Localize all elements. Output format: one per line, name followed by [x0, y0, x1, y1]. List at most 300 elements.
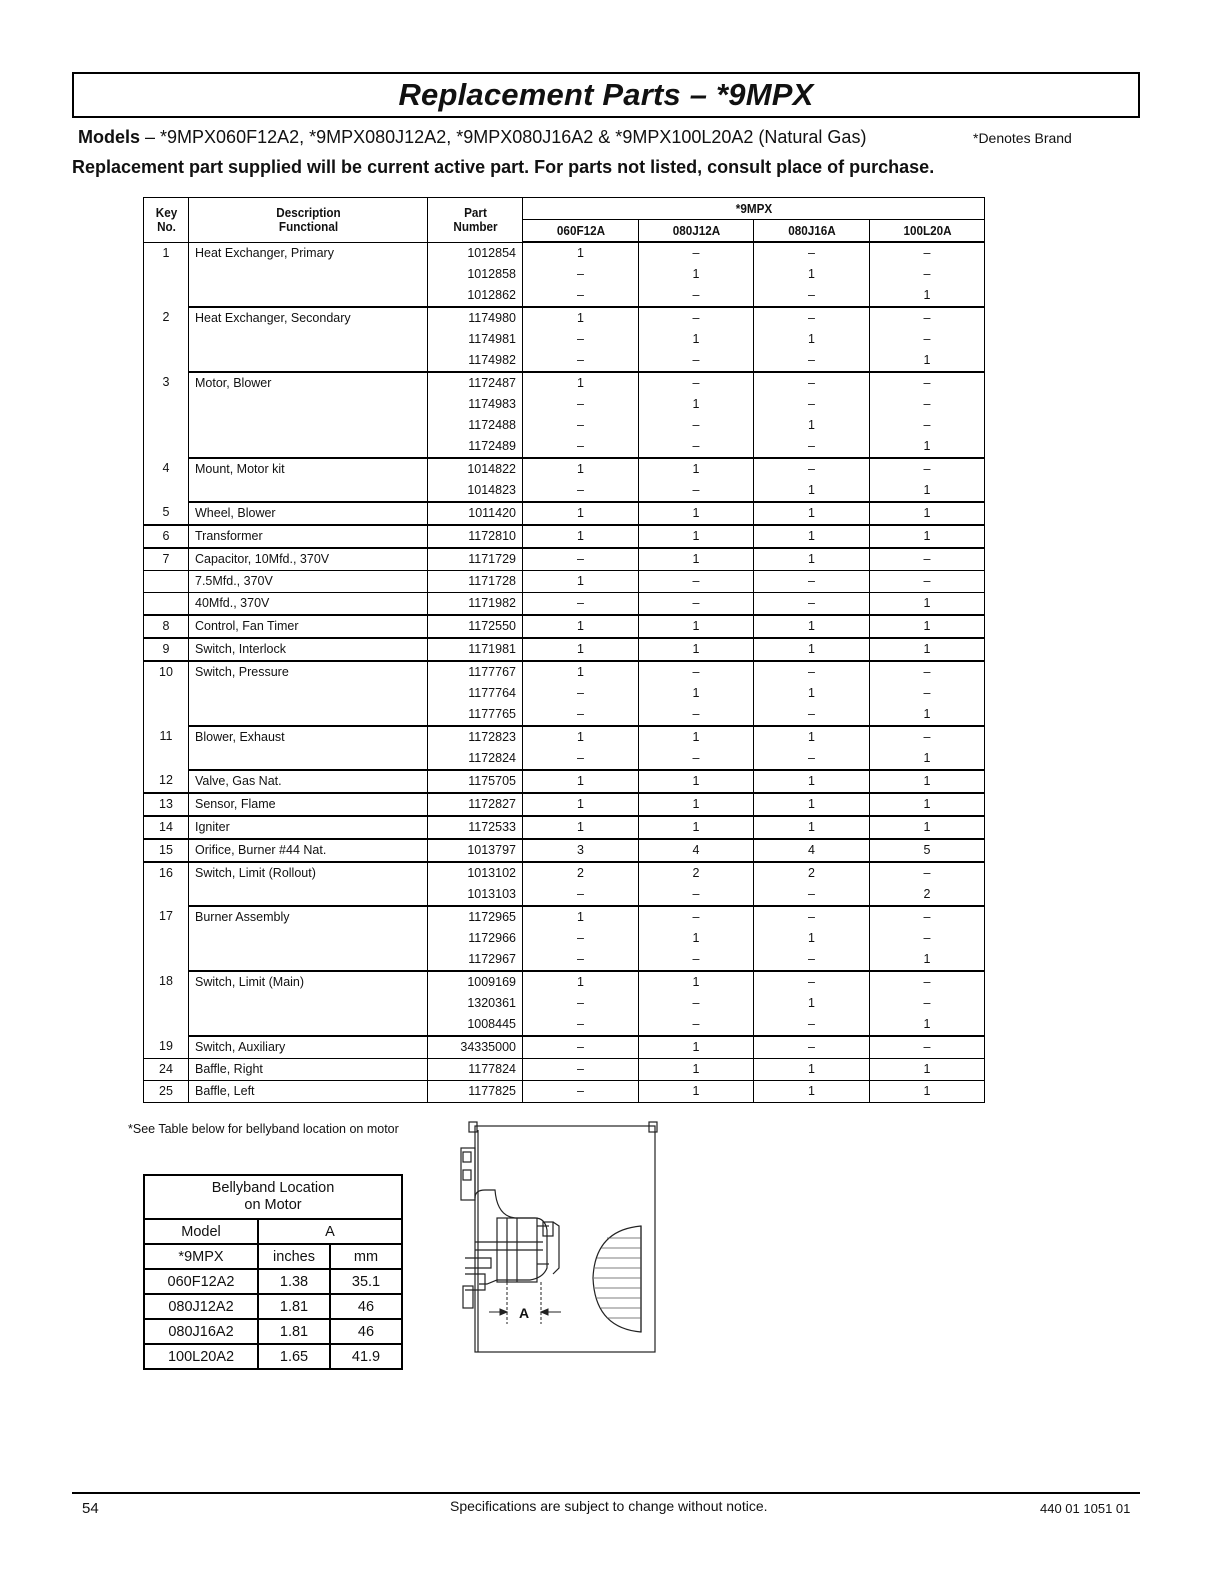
quantity-cell: 1: [870, 615, 985, 638]
quantity-cell: –: [754, 307, 870, 329]
part-number: 1177765: [428, 704, 523, 726]
key-number: 11: [144, 726, 189, 770]
table-row: [144, 307, 985, 329]
quantity-cell: 1: [523, 816, 639, 839]
table-row: [144, 525, 985, 548]
part-number: 1008445: [428, 1014, 523, 1036]
bellyband-model: 100L20A2: [144, 1344, 258, 1369]
table-row: [144, 480, 985, 502]
quantity-cell: –: [523, 394, 639, 415]
quantity-cell: –: [523, 949, 639, 971]
key-number: 13: [144, 793, 189, 816]
table-row: [144, 638, 985, 661]
title-box: [72, 72, 1140, 118]
quantity-cell: –: [870, 971, 985, 993]
part-description: Valve, Gas Nat.: [189, 770, 428, 793]
part-number: 1009169: [428, 971, 523, 993]
part-number: 1174981: [428, 329, 523, 350]
key-number: [144, 593, 189, 616]
quantity-cell: 1: [754, 525, 870, 548]
quantity-cell: 1: [523, 525, 639, 548]
part-group: [144, 372, 985, 458]
part-description: Wheel, Blower: [189, 502, 428, 525]
quantity-cell: 1: [639, 458, 754, 480]
part-group: [144, 862, 985, 906]
key-number: 17: [144, 906, 189, 971]
bellyband-mm: 35.1: [330, 1269, 402, 1294]
key-number: 6: [144, 525, 189, 548]
part-description: [189, 394, 428, 415]
bellyband-mm: 46: [330, 1319, 402, 1344]
table-row: [144, 949, 985, 971]
table-row: [144, 748, 985, 770]
quantity-cell: 1: [754, 1081, 870, 1103]
key-number: 7: [144, 548, 189, 571]
part-group: [144, 458, 985, 502]
part-description: Capacitor, 10Mfd., 370V: [189, 548, 428, 571]
table-row: [144, 726, 985, 748]
bellyband-col-a: A: [258, 1219, 402, 1244]
quantity-cell: –: [523, 436, 639, 458]
part-number: 1172489: [428, 436, 523, 458]
quantity-cell: –: [639, 242, 754, 264]
page-number: 54: [82, 1500, 99, 1517]
part-description: [189, 480, 428, 502]
part-description: Switch, Limit (Main): [189, 971, 428, 993]
part-group: [144, 726, 985, 770]
table-row: [144, 615, 985, 638]
part-number: 1177767: [428, 661, 523, 683]
quantity-cell: 1: [523, 971, 639, 993]
part-number: 1011420: [428, 502, 523, 525]
part-number: 34335000: [428, 1036, 523, 1059]
part-group: [144, 525, 985, 548]
table-row: [144, 415, 985, 436]
part-description: [189, 1014, 428, 1036]
key-number: 4: [144, 458, 189, 502]
col-header-key: Key No.: [146, 198, 187, 243]
quantity-cell: –: [754, 242, 870, 264]
quantity-cell: 1: [870, 1059, 985, 1081]
key-number: 19: [144, 1036, 189, 1059]
quantity-cell: –: [639, 436, 754, 458]
quantity-cell: 1: [639, 1036, 754, 1059]
part-description: Baffle, Left: [189, 1081, 428, 1103]
quantity-cell: –: [523, 548, 639, 571]
part-description: [189, 949, 428, 971]
col-header-model: 060F12A: [528, 220, 632, 243]
col-header-model: 080J16A: [759, 220, 863, 243]
quantity-cell: 1: [754, 683, 870, 704]
bellyband-sub-model: *9MPX: [144, 1244, 258, 1269]
quantity-cell: –: [639, 1014, 754, 1036]
quantity-cell: 1: [870, 770, 985, 793]
part-number: 1172487: [428, 372, 523, 394]
quantity-cell: –: [523, 264, 639, 285]
part-group: [144, 593, 985, 616]
quantity-cell: –: [523, 593, 639, 616]
quantity-cell: –: [870, 548, 985, 571]
quantity-cell: 1: [870, 502, 985, 525]
key-number: 25: [144, 1081, 189, 1103]
quantity-cell: 1: [754, 816, 870, 839]
key-number: 18: [144, 971, 189, 1036]
part-number: 1175705: [428, 770, 523, 793]
part-number: 1171729: [428, 548, 523, 571]
quantity-cell: –: [639, 571, 754, 593]
quantity-cell: –: [523, 329, 639, 350]
bellyband-inches: 1.38: [258, 1269, 330, 1294]
quantity-cell: –: [523, 1036, 639, 1059]
quantity-cell: 1: [754, 793, 870, 816]
quantity-cell: –: [754, 971, 870, 993]
quantity-cell: 1: [639, 1081, 754, 1103]
part-description: [189, 928, 428, 949]
part-number: 1172827: [428, 793, 523, 816]
quantity-cell: 1: [523, 242, 639, 264]
quantity-cell: –: [870, 307, 985, 329]
part-description: Heat Exchanger, Secondary: [189, 307, 428, 329]
part-group: [144, 1081, 985, 1103]
table-row: [144, 993, 985, 1014]
part-description: Mount, Motor kit: [189, 458, 428, 480]
quantity-cell: 1: [639, 928, 754, 949]
part-group: [144, 502, 985, 525]
quantity-cell: 1: [523, 638, 639, 661]
key-number: 16: [144, 862, 189, 906]
quantity-cell: –: [870, 726, 985, 748]
table-row: [144, 264, 985, 285]
key-number: 24: [144, 1059, 189, 1081]
quantity-cell: –: [523, 704, 639, 726]
quantity-cell: –: [523, 884, 639, 906]
quantity-cell: –: [754, 593, 870, 616]
key-number: 15: [144, 839, 189, 862]
quantity-cell: 1: [523, 726, 639, 748]
quantity-cell: –: [639, 593, 754, 616]
table-row: [144, 906, 985, 928]
bellyband-table: [143, 1174, 403, 1370]
part-description: [189, 993, 428, 1014]
quantity-cell: –: [639, 480, 754, 502]
part-description: Switch, Limit (Rollout): [189, 862, 428, 884]
part-description: [189, 264, 428, 285]
quantity-cell: 1: [870, 436, 985, 458]
part-description: Baffle, Right: [189, 1059, 428, 1081]
table-row: [144, 242, 985, 264]
quantity-cell: –: [754, 394, 870, 415]
quantity-cell: 1: [639, 264, 754, 285]
quantity-cell: –: [870, 928, 985, 949]
part-number: 1014822: [428, 458, 523, 480]
part-group: [144, 548, 985, 571]
table-row: [144, 1036, 985, 1059]
part-group: [144, 770, 985, 793]
quantity-cell: –: [870, 862, 985, 884]
bellyband-sub-inches: inches: [258, 1244, 330, 1269]
table-row: [144, 839, 985, 862]
quantity-cell: –: [639, 884, 754, 906]
key-number: [144, 571, 189, 593]
quantity-cell: –: [754, 436, 870, 458]
part-description: [189, 329, 428, 350]
bellyband-mm: 41.9: [330, 1344, 402, 1369]
part-description: Blower, Exhaust: [189, 726, 428, 748]
part-description: Heat Exchanger, Primary: [189, 242, 428, 264]
quantity-cell: 1: [870, 350, 985, 372]
quantity-cell: 1: [523, 307, 639, 329]
table-row: [144, 770, 985, 793]
table-row: [144, 971, 985, 993]
quantity-cell: –: [639, 350, 754, 372]
quantity-cell: –: [523, 1081, 639, 1103]
part-number: 1171728: [428, 571, 523, 593]
dimension-a-label: A: [518, 1305, 530, 1321]
key-number: 8: [144, 615, 189, 638]
part-description: Igniter: [189, 816, 428, 839]
table-row: [144, 1014, 985, 1036]
quantity-cell: –: [754, 748, 870, 770]
bellyband-title: Bellyband Location on Motor: [144, 1175, 402, 1219]
models-label: Models: [78, 127, 141, 147]
quantity-cell: 1: [754, 928, 870, 949]
quantity-cell: 1: [639, 1059, 754, 1081]
bellyband-mm: 46: [330, 1294, 402, 1319]
key-number: 1: [144, 242, 189, 307]
bellyband-inches: 1.81: [258, 1319, 330, 1344]
quantity-cell: –: [870, 372, 985, 394]
quantity-cell: –: [523, 683, 639, 704]
quantity-cell: –: [523, 928, 639, 949]
quantity-cell: 3: [523, 839, 639, 862]
quantity-cell: –: [870, 329, 985, 350]
part-description: 7.5Mfd., 370V: [189, 571, 428, 593]
part-number: 1320361: [428, 993, 523, 1014]
quantity-cell: 1: [523, 571, 639, 593]
part-group: [144, 971, 985, 1036]
models-text: – *9MPX060F12A2, *9MPX080J12A2, *9MPX080J16A2 & *9MPX100L20A2 (Natural Gas): [140, 127, 867, 147]
quantity-cell: 1: [639, 683, 754, 704]
quantity-cell: 1: [870, 285, 985, 307]
bellyband-model: 080J12A2: [144, 1294, 258, 1319]
quantity-cell: 1: [754, 770, 870, 793]
part-description: Motor, Blower: [189, 372, 428, 394]
table-row: [144, 329, 985, 350]
brand-note: *Denotes Brand: [973, 130, 1072, 146]
part-group: [144, 793, 985, 816]
quantity-cell: 1: [754, 264, 870, 285]
key-number: 10: [144, 661, 189, 726]
part-description: [189, 436, 428, 458]
quantity-cell: –: [639, 704, 754, 726]
quantity-cell: –: [754, 884, 870, 906]
key-number: 9: [144, 638, 189, 661]
quantity-cell: 1: [754, 480, 870, 502]
bellyband-row: [144, 1344, 402, 1369]
quantity-cell: –: [754, 571, 870, 593]
table-row: [144, 548, 985, 571]
quantity-cell: –: [639, 906, 754, 928]
part-number: 1012862: [428, 285, 523, 307]
part-group: [144, 839, 985, 862]
quantity-cell: –: [754, 704, 870, 726]
quantity-cell: 1: [754, 615, 870, 638]
part-number: 1012854: [428, 242, 523, 264]
quantity-cell: 1: [639, 971, 754, 993]
part-description: [189, 683, 428, 704]
part-description: Control, Fan Timer: [189, 615, 428, 638]
table-row: [144, 862, 985, 884]
quantity-cell: –: [870, 264, 985, 285]
table-row: [144, 436, 985, 458]
quantity-cell: 1: [523, 372, 639, 394]
quantity-cell: –: [870, 458, 985, 480]
part-number: 1012858: [428, 264, 523, 285]
part-description: [189, 748, 428, 770]
quantity-cell: 2: [639, 862, 754, 884]
quantity-cell: –: [754, 350, 870, 372]
quantity-cell: –: [870, 571, 985, 593]
supply-note: Replacement part supplied will be current active part. For parts not listed, consult place of purchase.: [72, 157, 935, 177]
part-number: 1177825: [428, 1081, 523, 1103]
table-row: [144, 285, 985, 307]
quantity-cell: –: [639, 748, 754, 770]
part-group: [144, 661, 985, 726]
col-header-group: *9MPX: [546, 198, 962, 220]
part-number: 1013102: [428, 862, 523, 884]
quantity-cell: 1: [639, 502, 754, 525]
table-row: [144, 1081, 985, 1103]
bellyband-model: 060F12A2: [144, 1269, 258, 1294]
part-description: Burner Assembly: [189, 906, 428, 928]
quantity-cell: 1: [639, 638, 754, 661]
quantity-cell: –: [754, 1036, 870, 1059]
quantity-cell: –: [870, 683, 985, 704]
quantity-cell: –: [754, 949, 870, 971]
part-description: 40Mfd., 370V: [189, 593, 428, 616]
models-line: [78, 127, 1138, 151]
quantity-cell: 1: [639, 525, 754, 548]
part-description: Orifice, Burner #44 Nat.: [189, 839, 428, 862]
part-description: [189, 704, 428, 726]
part-description: Transformer: [189, 525, 428, 548]
quantity-cell: 1: [870, 793, 985, 816]
quantity-cell: –: [639, 949, 754, 971]
bellyband-note: *See Table below for bellyband location on motor: [128, 1122, 399, 1136]
quantity-cell: –: [754, 661, 870, 683]
quantity-cell: –: [754, 458, 870, 480]
quantity-cell: 1: [870, 748, 985, 770]
key-number: 12: [144, 770, 189, 793]
part-group: [144, 615, 985, 638]
quantity-cell: 5: [870, 839, 985, 862]
quantity-cell: 1: [754, 638, 870, 661]
table-row: [144, 350, 985, 372]
document-number: 440 01 1051 01: [1040, 1501, 1131, 1516]
part-number: 1172810: [428, 525, 523, 548]
part-description: Switch, Interlock: [189, 638, 428, 661]
part-number: 1172824: [428, 748, 523, 770]
part-group: [144, 816, 985, 839]
quantity-cell: 1: [523, 502, 639, 525]
quantity-cell: 2: [754, 862, 870, 884]
part-number: 1014823: [428, 480, 523, 502]
part-number: 1174983: [428, 394, 523, 415]
part-number: 1172550: [428, 615, 523, 638]
quantity-cell: –: [870, 906, 985, 928]
col-header-description: Description Functional: [200, 198, 415, 243]
quantity-cell: –: [523, 1059, 639, 1081]
quantity-cell: 4: [639, 839, 754, 862]
quantity-cell: 1: [639, 770, 754, 793]
part-number: 1013103: [428, 884, 523, 906]
part-number: 1172966: [428, 928, 523, 949]
part-description: [189, 884, 428, 906]
part-number: 1172965: [428, 906, 523, 928]
quantity-cell: –: [523, 1014, 639, 1036]
quantity-cell: 2: [523, 862, 639, 884]
quantity-cell: 1: [870, 593, 985, 616]
part-number: 1171981: [428, 638, 523, 661]
part-group: [144, 1036, 985, 1059]
bellyband-inches: 1.65: [258, 1344, 330, 1369]
part-description: Switch, Auxiliary: [189, 1036, 428, 1059]
quantity-cell: 2: [870, 884, 985, 906]
part-number: 1172967: [428, 949, 523, 971]
part-description: [189, 350, 428, 372]
footer-rule: [72, 1492, 1140, 1494]
quantity-cell: 1: [870, 816, 985, 839]
part-number: 1172823: [428, 726, 523, 748]
quantity-cell: 1: [523, 661, 639, 683]
quantity-cell: 1: [870, 704, 985, 726]
col-header-part-number: Part Number: [432, 198, 518, 243]
quantity-cell: 4: [754, 839, 870, 862]
quantity-cell: –: [639, 307, 754, 329]
key-number: 3: [144, 372, 189, 458]
part-group: [144, 307, 985, 372]
quantity-cell: 1: [754, 726, 870, 748]
quantity-cell: 1: [639, 726, 754, 748]
quantity-cell: 1: [639, 615, 754, 638]
part-number: 1013797: [428, 839, 523, 862]
blower-motor-diagram: [445, 1118, 675, 1358]
table-row: [144, 704, 985, 726]
part-number: 1177764: [428, 683, 523, 704]
quantity-cell: –: [754, 906, 870, 928]
quantity-cell: –: [870, 661, 985, 683]
quantity-cell: 1: [754, 415, 870, 436]
quantity-cell: 1: [523, 770, 639, 793]
quantity-cell: –: [523, 480, 639, 502]
bellyband-sub-mm: mm: [330, 1244, 402, 1269]
table-row: [144, 571, 985, 593]
quantity-cell: –: [754, 285, 870, 307]
quantity-cell: 1: [870, 1014, 985, 1036]
quantity-cell: –: [523, 748, 639, 770]
part-description: Sensor, Flame: [189, 793, 428, 816]
bellyband-col-model: Model: [144, 1219, 258, 1244]
quantity-cell: 1: [754, 548, 870, 571]
part-number: 1174982: [428, 350, 523, 372]
table-row: [144, 458, 985, 480]
part-description: Switch, Pressure: [189, 661, 428, 683]
table-row: [144, 884, 985, 906]
quantity-cell: –: [523, 285, 639, 307]
part-number: 1174980: [428, 307, 523, 329]
part-description: [189, 285, 428, 307]
quantity-cell: –: [754, 1014, 870, 1036]
